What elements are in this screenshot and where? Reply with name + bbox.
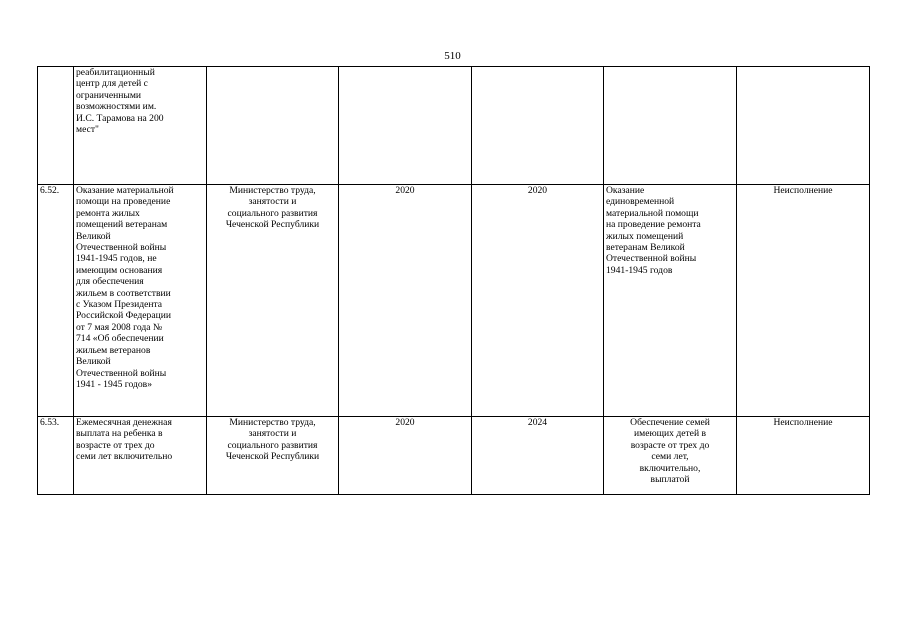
start-year-cell: 2020 (339, 417, 472, 495)
result-cell (604, 67, 737, 185)
end-year-cell: 2024 (472, 417, 604, 495)
status-cell: Неисполнение (737, 417, 870, 495)
row-number-cell (38, 67, 74, 185)
executor-cell: Министерство труда, занятости и социального развития Чеченской Республики (207, 417, 339, 495)
row-number-cell: 6.52. (38, 185, 74, 417)
table-row (38, 67, 870, 185)
table-row (38, 185, 870, 417)
start-year-cell: 2020 (339, 185, 472, 417)
measure-cell: Ежемесячная денежная выплата на ребенка в возрасте от трех до семи лет включительно (74, 417, 207, 495)
status-cell: Неисполнение (737, 185, 870, 417)
executor-cell: Министерство труда, занятости и социального развития Чеченской Республики (207, 185, 339, 417)
page-number: 510 (444, 50, 461, 62)
measures-table (37, 66, 870, 495)
measure-cell: Оказание материальной помощи на проведение ремонта жилых помещений ветеранам Великой Отечественной войны 1941-1945 годов, не имеющим основания для обеспечения жильем в соответствии с Указом Президента Российской Федерации от 7 мая 2008 года № 714 «Об обеспечении жильем ветеранов Великой Отечественной войны 1941 - 1945 годов» (74, 185, 207, 417)
end-year-cell (472, 67, 604, 185)
row-number-cell: 6.53. (38, 417, 74, 495)
result-cell: Оказание единовременной материальной помощи на проведение ремонта жилых помещений ветеранам Великой Отечественной войны 1941-1945 годов (604, 185, 737, 417)
status-cell (737, 67, 870, 185)
end-year-cell: 2020 (472, 185, 604, 417)
table-row (38, 417, 870, 495)
result-cell: Обеспечение семей имеющих детей в возрасте от трех до семи лет, включительно, выплатой (604, 417, 737, 495)
measure-cell: реабилитационный центр для детей с ограниченными возможностями им. И.С. Тарамова на 200 мест" (74, 67, 207, 185)
start-year-cell (339, 67, 472, 185)
executor-cell (207, 67, 339, 185)
